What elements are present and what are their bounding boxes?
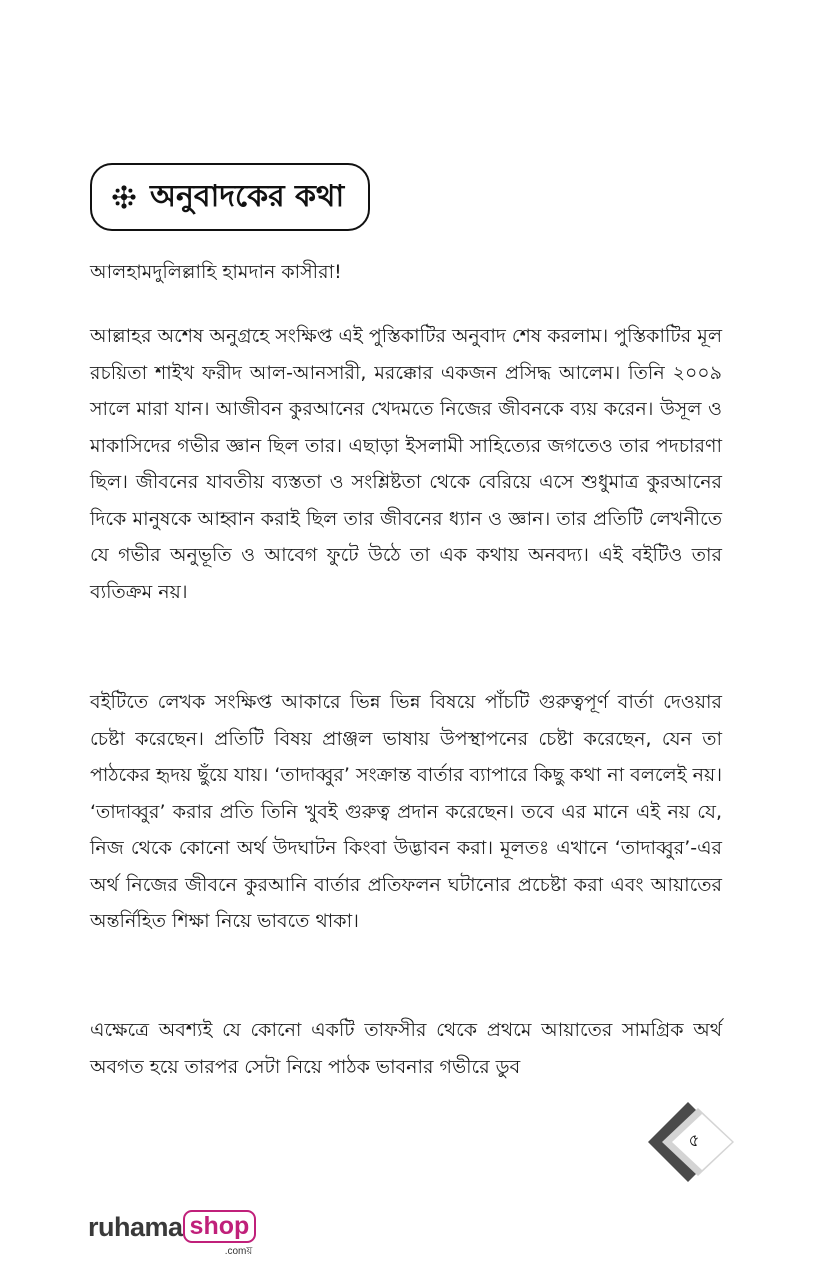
section-heading [90, 163, 370, 231]
paragraph-1: আল্লাহর অশেষ অনুগ্রহে সংক্ষিপ্ত এই পুস্তিকাটির অনুবাদ শেষ করলাম। পুস্তিকাটির মূল রচয়িতা শাইখ ফরীদ আল-আনসারী, মরক্কোর একজন প্রসিদ্ধ আলেম। তিনি ২০০৯ সালে মারা যান। আজীবন কুরআনের খেদমতে নিজের জীবনকে ব্যয় করেন। উসূল ও মাকাসিদের গভীর জ্ঞান ছিল তার। এছাড়া ইসলামী সাহিত্যের জগতেও তার পদচারণা ছিল। জীবনের যাবতীয় ব্যস্ততা ও সংশ্লিষ্টতা থেকে বেরিয়ে এসে শুধুমাত্র কুরআনের দিকে মানুষকে আহ্বান করাই ছিল তার জীবনের ধ্যান ও জ্ঞান। তার প্রতিটি লেখনীতে যে গভীর অনুভূতি ও আবেগ ফুটে উঠে তা এক কথায় অনবদ্য। এই বইটিও তার ব্যতিক্রম নয়। [90, 325, 722, 603]
paragraph-3: এক্ষেত্রে অবশ্যই যে কোনো একটি তাফসীর থেকে প্রথমে আয়াতের সামগ্রিক অর্থ অবগত হয়ে তারপর সেটা নিয়ে পাঠক ভাবনার গভীরে ডুব [90, 1019, 722, 1078]
publisher-logo [88, 1210, 256, 1261]
paragraph-2: বইটিতে লেখক সংক্ষিপ্ত আকারে ভিন্ন ভিন্ন বিষয়ে পাঁচটি গুরুত্বপূর্ণ বার্তা দেওয়ার চেষ্টা করেছেন। প্রতিটি বিষয় প্রাঞ্জল ভাষায় উপস্থাপনের চেষ্টা করেছেন, যেন তা পাঠকের হৃদয় ছুঁয়ে যায়। ‘তাদাব্বুর’ সংক্রান্ত বার্তার ব্যাপারে কিছু কথা না বললেই নয়। ‘তাদাব্বুর’ করার প্রতি তিনি খুবই গুরুত্ব প্রদান করেছেন। তবে এর মানে এই নয় যে, নিজ থেকে কোনো অর্থ উদঘাটন কিংবা উদ্ভাবন করা। মূলতঃ এখানে ‘তাদাব্বুর’-এর অর্থ নিজের জীবনে কুরআনি বার্তার প্রতিফলন ঘটানোর প্রচেষ্টা করা এবং আয়াতের অন্তর্নিহিত শিক্ষা নিয়ে ভাবতে থাকা। [90, 691, 722, 932]
logo-domain: .comয় [224, 1246, 253, 1257]
heading-title: অনুবাদকের কথা [150, 178, 345, 214]
logo-wordmark: ruhama [88, 1212, 183, 1242]
logo-shop-badge: shop [183, 1210, 257, 1243]
opening-line: আলহামদুলিল্লাহি হামদান কাসীরা! [90, 261, 342, 283]
floral-ornament-icon [110, 183, 138, 211]
page-number-badge [648, 1102, 728, 1182]
page-number: ৫ [688, 1131, 700, 1151]
